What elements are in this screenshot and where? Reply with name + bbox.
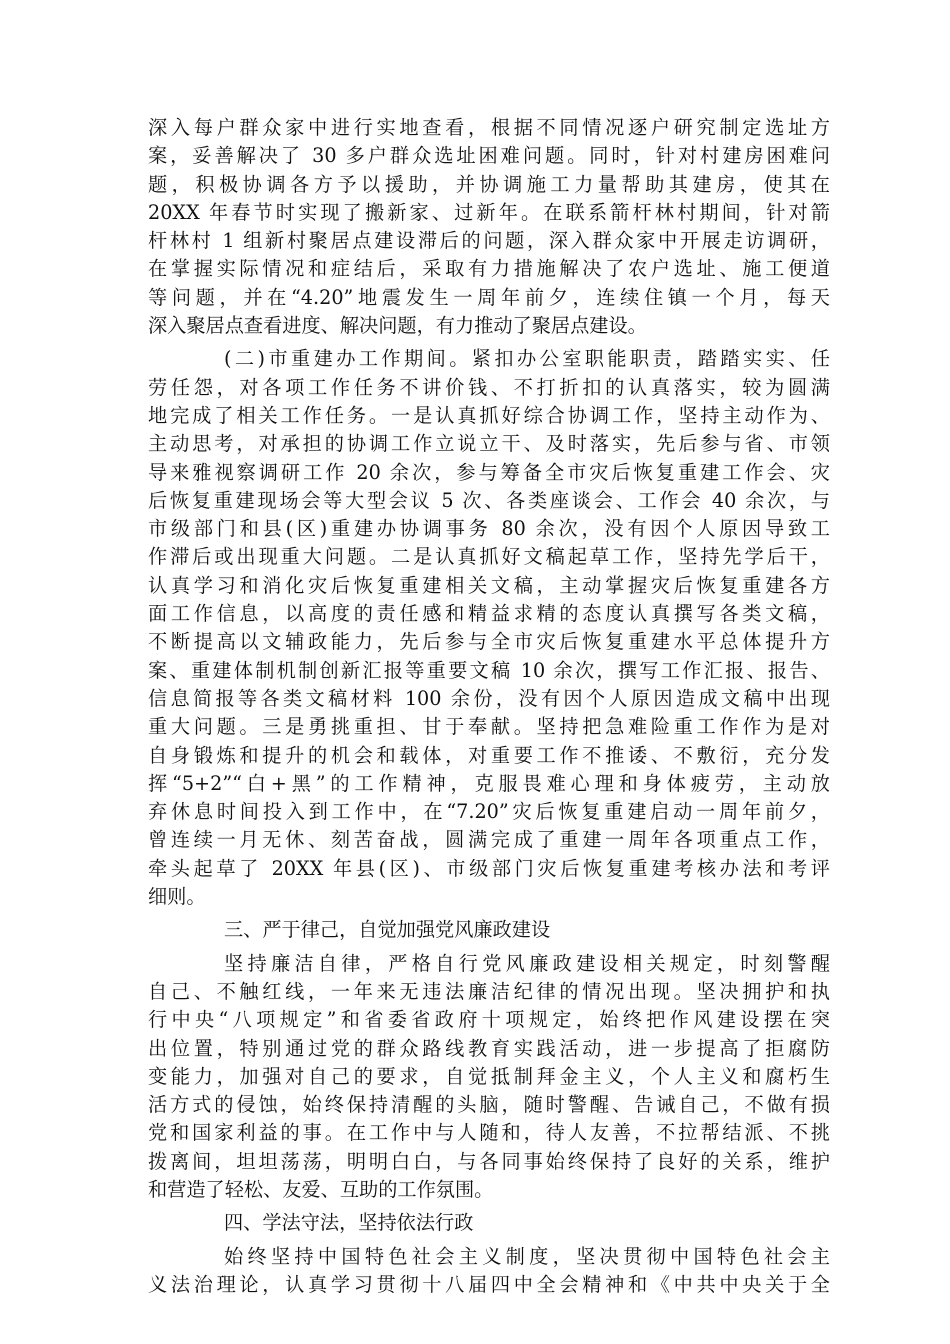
text-line: 始终坚持中国特色社会主义制度，坚决贯彻中国特色社会主 (224, 1244, 830, 1268)
text-line: 案、重建体制机制创新汇报等重要文稿 10 余次，撰写工作汇报、报告、 (148, 658, 830, 682)
text-line: 地完成了相关工作任务。一是认真抓好综合协调工作，坚持主动作为、 (148, 403, 830, 427)
text-line: 牵头起草了 20XX 年县(区)、市级部门灾后恢复重建考核办法和考评 (148, 856, 830, 880)
text-line: 深入聚居点查看进度、解决问题，有力推动了聚居点建设。 (148, 314, 647, 338)
text-line: 等问题，并在“4.20”地震发生一周年前夕，连续住镇一个月，每天 (148, 285, 830, 309)
text-line: 义法治理论，认真学习贯彻十八届四中全会精神和《中共中央关于全 (148, 1272, 830, 1296)
text-line: 作滞后或出现重大问题。二是认真抓好文稿起草工作，坚持先学后干， (148, 545, 830, 569)
text-line: 信息简报等各类文稿材料 100 余份，没有因个人原因造成文稿中出现 (148, 686, 830, 710)
text-line: 出位置，特别通过党的群众路线教育实践活动，进一步提高了拒腐防 (148, 1036, 830, 1060)
paragraph-city-reconstruction (148, 345, 830, 911)
text-line: 面工作信息，以高度的责任感和精益求精的态度认真撰写各类文稿， (148, 602, 830, 626)
text-line: 劳任怨，对各项工作任务不讲价钱、不打折扣的认真落实，较为圆满 (148, 375, 830, 399)
section-heading-discipline: 三、严于律己，自觉加强党风廉政建设 (224, 918, 551, 942)
text-line: 党和国家利益的事。在工作中与人随和，待人友善，不拉帮结派、不挑 (148, 1121, 830, 1145)
text-line: 弃休息时间投入到工作中，在“7.20”灾后恢复重建启动一周年前夕， (148, 800, 830, 824)
text-line: 题，积极协调各方予以援助，并协调施工力量帮助其建房，使其在 (148, 172, 830, 196)
text-line: 认真学习和消化灾后恢复重建相关文稿，主动掌握灾后恢复重建各方 (148, 573, 830, 597)
text-line: 后恢复重建现场会等大型会议 5 次、各类座谈会、工作会 40 余次，与 (148, 488, 830, 512)
text-line: 导来雅视察调研工作 20 余次，参与筹备全市灾后恢复重建工作会、灾 (148, 460, 830, 484)
text-line: 拨离间，坦坦荡荡，明明白白，与各同事始终保持了良好的关系，维护 (148, 1149, 830, 1173)
text-line: 和营造了轻松、友爱、互助的工作氛围。 (148, 1177, 494, 1201)
paragraph-integrity (148, 950, 830, 1205)
text-line: 变能力，加强对自己的要求，自觉抵制拜金主义，个人主义和腐朽生 (148, 1064, 830, 1088)
text-line: 活方式的侵蚀，始终保持清醒的头脑，随时警醒、告诫自己，不做有损 (148, 1093, 830, 1117)
text-line: 主动思考，对承担的协调工作立说立干、及时落实，先后参与省、市领 (148, 432, 830, 456)
text-line: 细则。 (148, 885, 206, 909)
text-line: 行中央“八项规定”和省委省政府十项规定，始终把作风建设摆在突 (148, 1008, 830, 1032)
text-line: 20XX 年春节时实现了搬新家、过新年。在联系箭杆林村期间，针对箭 (148, 200, 830, 224)
text-line: 自己、不触红线，一年来无违法廉洁纪律的情况出现。坚决拥护和执 (148, 979, 830, 1003)
text-line: 不断提高以文辅政能力，先后参与全市灾后恢复重建水平总体提升方 (148, 630, 830, 654)
text-line: 深入每户群众家中进行实地查看，根据不同情况逐户研究制定选址方 (148, 116, 830, 139)
text-line: 曾连续一月无休、刻苦奋战，圆满完成了重建一周年各项重点工作， (148, 828, 830, 852)
text-line: 挥“5+2”“白+黑”的工作精神，克服畏难心理和身体疲劳，主动放 (148, 771, 830, 795)
text-line: 案，妥善解决了 30 多户群众选址困难问题。同时，针对村建房困难问 (148, 144, 830, 168)
text-line: 杆林村 1 组新村聚居点建设滞后的问题，深入群众家中开展走访调研， (148, 229, 830, 253)
text-line: 重大问题。三是勇挑重担、甘于奉献。坚持把急难险重工作作为是对 (148, 715, 830, 739)
text-line: 坚持廉洁自律，严格自行党风廉政建设相关规定，时刻警醒 (224, 951, 830, 975)
text-line: 市级部门和县(区)重建办协调事务 80 余次，没有因个人原因导致工 (148, 517, 830, 541)
paragraph-village-work (148, 114, 830, 340)
paragraph-rule-of-law (148, 1243, 830, 1300)
document-page (148, 114, 830, 1299)
text-line: 自身锻炼和提升的机会和载体，对重要工作不推诿、不敷衍，充分发 (148, 743, 830, 767)
section-heading-law: 四、学法守法，坚持依法行政 (224, 1211, 474, 1235)
text-line: 在掌握实际情况和症结后，采取有力措施解决了农户选址、施工便道 (148, 257, 830, 281)
text-line: (二)市重建办工作期间。紧扣办公室职能职责，踏踏实实、任 (224, 347, 830, 371)
